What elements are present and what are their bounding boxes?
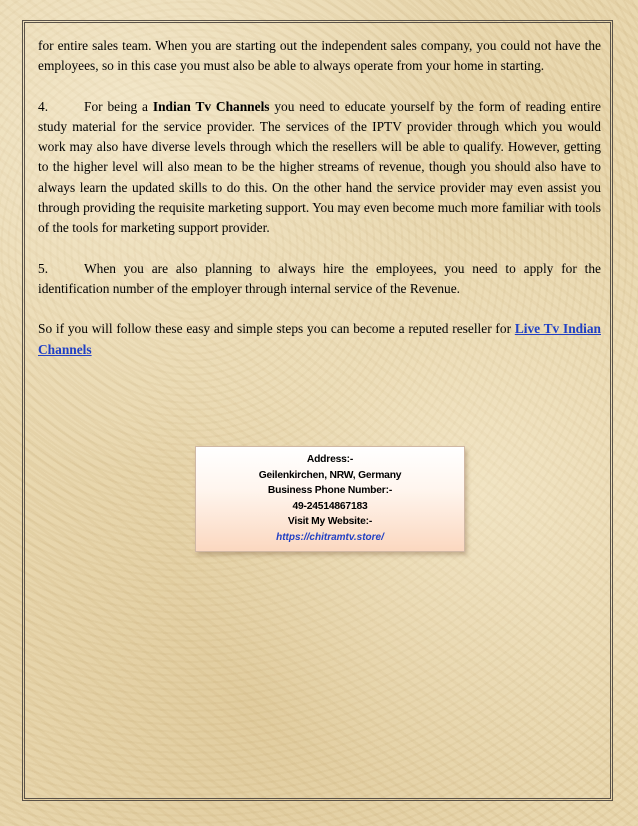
document-body [38,36,601,380]
step-5-paragraph [38,259,601,300]
address-card [195,446,465,552]
closing-text: So if you will follow these easy and simple steps you can become a reputed reseller for [38,321,515,337]
step-4-text-start: For being a [84,98,153,114]
step-5-number: 5. [38,260,49,276]
address-value: Geilenkirchen, NRW, Germany [258,469,402,481]
live-tv-indian-channels-link[interactable]: Live Tv Indian Channels [38,321,601,357]
website-label: Visit My Website:- [287,516,373,528]
step-4-paragraph [38,97,601,239]
closing-paragraph [38,319,601,360]
phone-label: Business Phone Number:- [267,485,393,497]
step-4-bold-keyword: Indian Tv Channels [152,98,270,114]
step-4-text-rest: you need to educate yourself by the form of reading entire study material for the service provider. The services of the IPTV provider through which you would work may also have diverse levels through which the resellers will be able to qualify. However, getting to the higher level will also mean to be the higher streams of revenue, though you should also have to always learn the updated skills to do this. On the other hand the service provider may even assist you through providing the requisite marketing support. You may even become much more familiar with tools of the tools for marketing support provider. [38,98,601,236]
address-label: Address:- [306,454,354,465]
step-5-text: When you are also planning to always hire the employees, you need to apply for the identification number of the employer through internal service of the Revenue. [38,260,601,296]
phone-value: 49-24514867183 [292,500,368,512]
website-link[interactable]: https://chitramtv.store/ [276,531,384,543]
intro-paragraph: for entire sales team. When you are starting out the independent sales company, you could not have the employees, so in this case you must also be able to always operate from your home in starting. [38,38,601,74]
step-4-number: 4. [38,98,49,114]
